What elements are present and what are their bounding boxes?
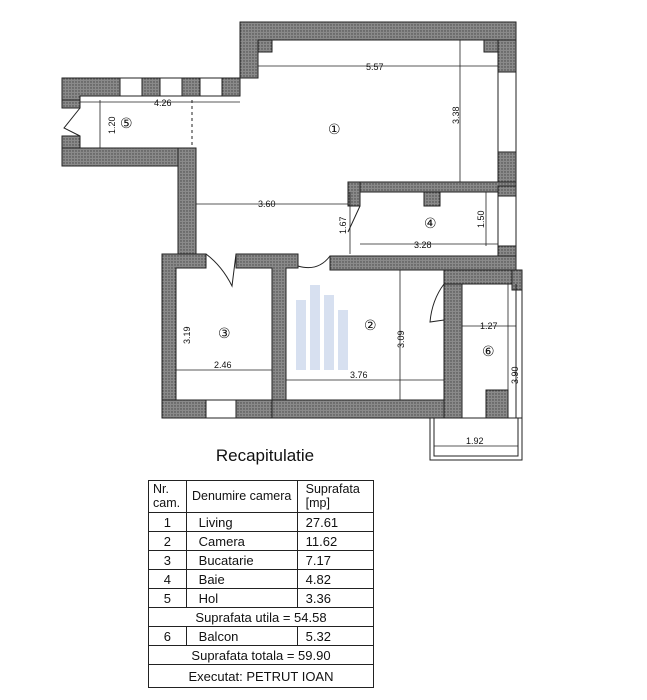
dim-kitchen-width: 2.46 <box>214 360 232 370</box>
cell-nr: 3 <box>149 551 187 570</box>
room-number-living: ① <box>328 122 341 138</box>
table-header-row <box>149 481 374 513</box>
dim-balcony-bottom: 1.92 <box>466 436 484 446</box>
cell-name: Bucatarie <box>186 551 297 570</box>
dim-living-top: 5.57 <box>366 62 384 72</box>
wall-middle-3 <box>330 256 516 270</box>
wall-notch <box>258 40 272 52</box>
door-balcony <box>430 284 444 322</box>
cell-area: 3.36 <box>297 589 373 608</box>
wall-left-mid <box>178 148 196 254</box>
owner-row <box>149 665 374 688</box>
room-number-balcon: ⑥ <box>482 344 495 360</box>
table-row <box>149 627 374 646</box>
table-row <box>149 589 374 608</box>
cell-area: 27.61 <box>297 513 373 532</box>
dim-room2-width: 3.76 <box>350 370 368 380</box>
cell-name: Balcon <box>186 627 297 646</box>
dim-bath-width: 3.28 <box>414 240 432 250</box>
table-row <box>149 570 374 589</box>
wall-room2-bottom <box>272 400 462 418</box>
door-hall <box>64 108 80 136</box>
room-number-hol: ⑤ <box>120 116 133 132</box>
wall-balcony-right <box>512 270 522 290</box>
cell-nr: 1 <box>149 513 187 532</box>
header-name: Denumire camera <box>186 481 297 513</box>
recap-table <box>148 480 374 688</box>
dim-balcony-depth: 3.90 <box>510 366 520 384</box>
cell-area: 4.82 <box>297 570 373 589</box>
usable-total-row <box>149 608 374 627</box>
wall-notch-right <box>484 40 498 52</box>
wall-room2-right-top <box>444 270 516 284</box>
recap-title: Recapitulatie <box>215 446 315 465</box>
table-row <box>149 551 374 570</box>
doors <box>64 108 444 322</box>
dim-hall-width: 4.26 <box>154 98 172 108</box>
dim-room2-depth: 3.09 <box>396 330 406 348</box>
dim-bath-depth: 1.50 <box>476 210 486 228</box>
grand-total-row <box>149 646 374 665</box>
usable-total: Suprafata utila = 54.58 <box>149 608 374 627</box>
cell-nr: 6 <box>149 627 187 646</box>
room-number-bucatarie: ③ <box>218 326 231 342</box>
dim-living-right-depth: 3.38 <box>451 106 461 124</box>
table-row <box>149 513 374 532</box>
door-living-room2 <box>298 256 330 268</box>
room-number-camera: ② <box>364 318 377 334</box>
wall-bath-top <box>348 182 516 192</box>
cell-name: Living <box>186 513 297 532</box>
cell-area: 11.62 <box>297 532 373 551</box>
door-kitchen <box>206 254 236 286</box>
cell-nr: 2 <box>149 532 187 551</box>
cell-name: Hol <box>186 589 297 608</box>
cell-name: Camera <box>186 532 297 551</box>
watermark-logo <box>296 285 348 370</box>
room-number-baie: ④ <box>424 216 437 232</box>
dim-hall-depth: 1.20 <box>107 116 117 134</box>
dim-kitchen-depth: 3.19 <box>182 326 192 344</box>
cell-nr: 5 <box>149 589 187 608</box>
header-area: Suprafata [mp] <box>297 481 373 513</box>
wall-hall-bottom <box>62 148 196 166</box>
cell-area: 7.17 <box>297 551 373 570</box>
wall-hall-left <box>62 100 80 108</box>
wall-middle-2 <box>236 254 298 400</box>
cell-nr: 4 <box>149 570 187 589</box>
cell-name: Baie <box>186 570 297 589</box>
dim-living-mid: 3.60 <box>258 199 276 209</box>
header-nr: Nr. cam. <box>149 481 187 513</box>
dim-balcony-top: 1.27 <box>480 321 498 331</box>
dim-passage: 1.67 <box>338 216 348 234</box>
wall-bath-shaft <box>424 192 440 206</box>
cell-area: 5.32 <box>297 627 373 646</box>
table-row <box>149 532 374 551</box>
wall-room2-right <box>444 270 462 418</box>
owner-line: Executat: PETRUT IOAN <box>149 665 374 688</box>
grand-total: Suprafata totala = 59.90 <box>149 646 374 665</box>
wall-balcony-block <box>486 390 508 418</box>
